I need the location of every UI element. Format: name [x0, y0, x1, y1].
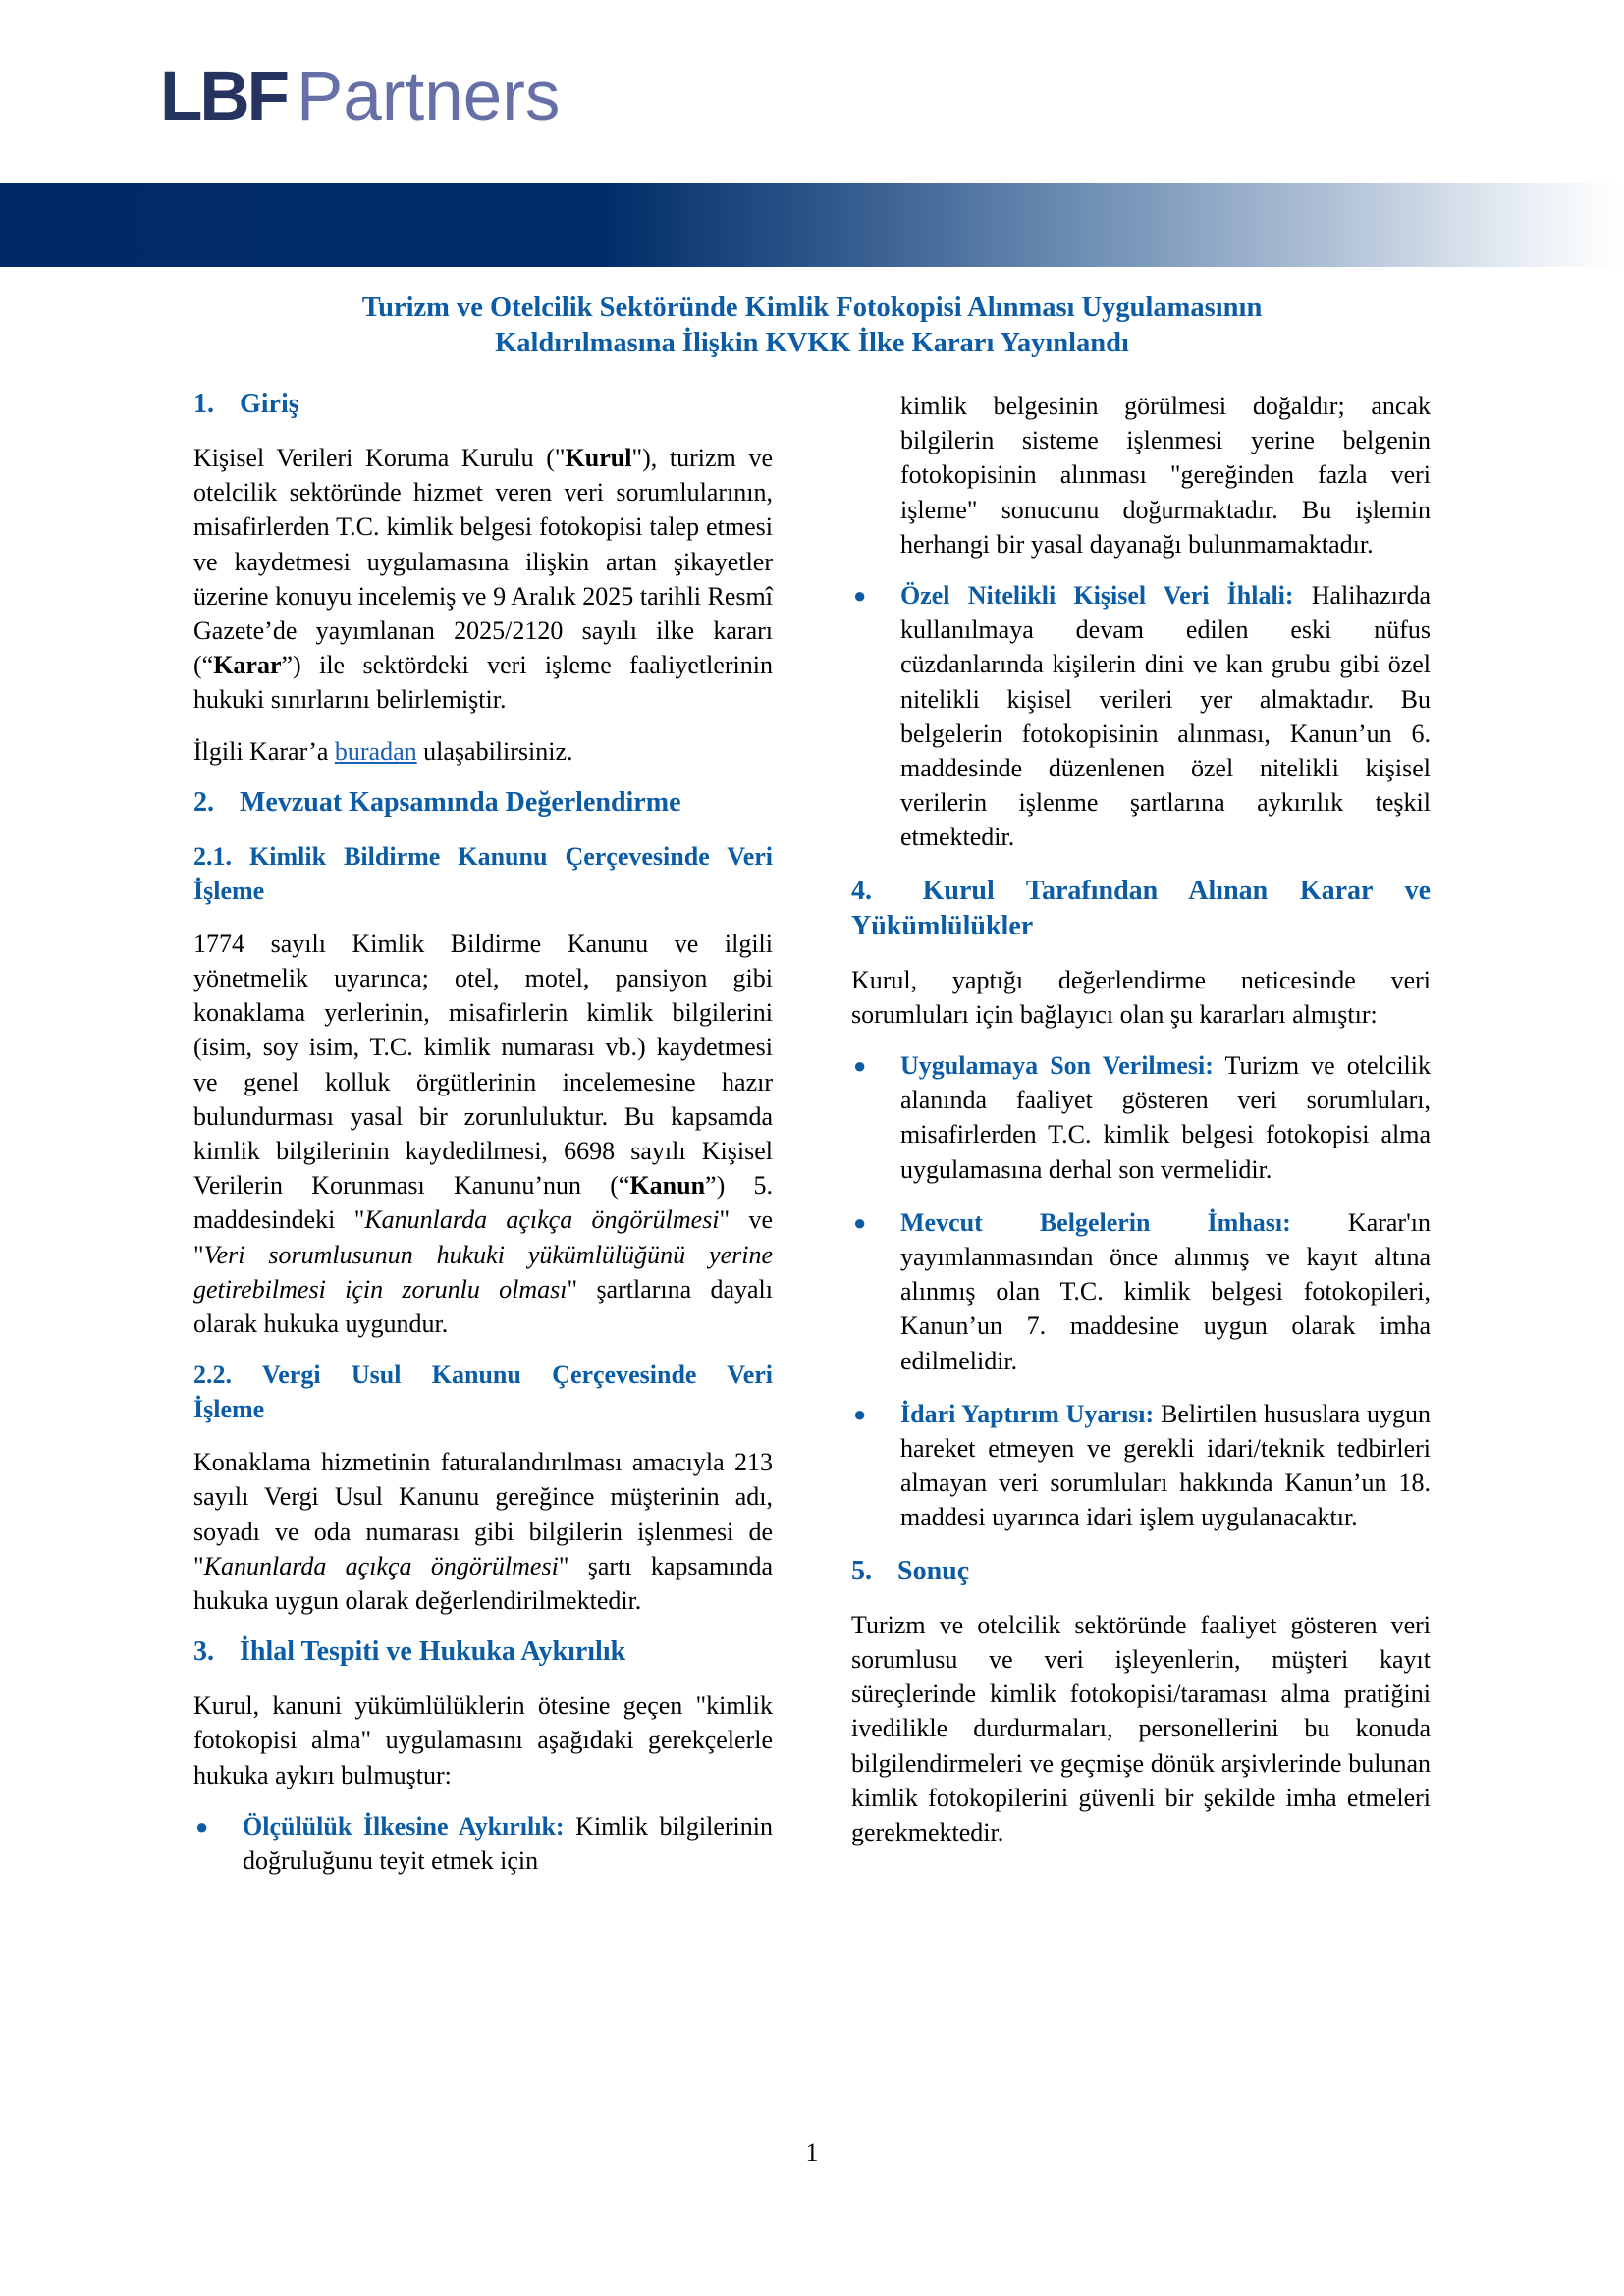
title-line-1: Turizm ve Otelcilik Sektöründe Kimlik Fotokopisi Alınması Uygulamasının	[361, 293, 1263, 323]
bullet-icon: ●	[195, 1813, 209, 1839]
section-4-intro: Kurul, yaptığı değerlendirme neticesinde veri sorumluları için bağlayıcı olan şu kararları almıştır:	[851, 965, 1431, 1029]
bullet-icon: ●	[853, 1209, 867, 1235]
list-item: ● Mevcut Belgelerin İmhası: Karar'ın yayımlanmasından önce alınmış ve kayıt altına alınmış olan T.C. kimlik belgesi fotokopileri, Kanun’un 7. maddesine uygun olarak imha edilmelidir.	[851, 1205, 1431, 1378]
logo-partners: Partners	[297, 58, 561, 135]
bullet-continuation: kimlik belgesinin görülmesi doğaldır; ancak bilgilerin sisteme işlenmesi yerine belgenin fotokopisinin alınması "gereğinden fazla veri işleme" sonucunu doğurmaktadır. Bu işlemin herhangi bir yasal dayanağı bulunmamaktadır.	[900, 392, 1431, 559]
section-5-heading: 5. Sonuç	[851, 1555, 970, 1586]
list-item: ● Ölçülülük İlkesine Aykırılık: Kimlik bilgilerinin doğruluğunu teyit etmek için	[193, 1809, 773, 1878]
section-2-2-paragraph: Konaklama hizmetinin faturalandırılması amacıyla 213 sayılı Vergi Usul Kanunu gereğince müşterinin adı, soyadı ve oda numarası gibi bilgilerin işlenmesi de "Kanunlarda açıkça öngörülmesi" şartı kapsamında hukuka uygun olarak değerlendirilmektedir.	[193, 1448, 773, 1616]
company-logo	[160, 57, 560, 135]
section-5-paragraph: Turizm ve otelcilik sektöründe faaliyet gösteren veri sorumlusu ve veri işleyenlerin, müşteri kayıt süreçlerinde kimlik fotokopisi/taraması alma pratiğini ivedilikle durdurmaları, personellerini bu konuda bilgilendirmeleri ve geçmişe dönük arşivlerinde bulunan kimlik fotokopilerini güvenli bir şekilde imha etmeleri gerekmektedir.	[851, 1610, 1431, 1846]
title-line-2: Kaldırılmasına İlişkin KVKK İlke Kararı Yayınlandı	[495, 328, 1129, 358]
bullet-icon: ●	[853, 1401, 867, 1426]
section-1-paragraph: Kişisel Verileri Koruma Kurulu ("Kurul"), turizm ve otelcilik sektöründe hizmet veren veri sorumlularının, misafirlerden T.C. kimlik belgesi fotokopisi talep etmesi ve kaydetmesi uygulamasına ilişkin artan şikayetler üzerine konuyu incelemiş ve 9 Aralık 2025 tarihli Resmî Gazete’de yayımlanan 2025/2120 sayılı ilke kararı (“Karar”) ile sektördeki veri işleme faaliyetlerinin hukuki sınırlarını belirlemiştir.	[193, 444, 773, 715]
section-2-1-paragraph: 1774 sayılı Kimlik Bildirme Kanunu ve ilgili yönetmelik uyarınca; otel, motel, pansiyon gibi konaklama yerlerinin, misafirlerin kimlik bilgilerini (isim, soy isim, T.C. kimlik numarası vb.) kaydetmesi ve genel kolluk örgütlerinin incelemesine hazır bulundurması yasal bir zorunluluktur. Bu kapsamda kimlik bilgilerinin kaydedilmesi, 6698 sayılı Kişisel Verilerin Korunması Kanunu’nun (“Kanun”) 5. maddesindeki "Kanunlarda açıkça öngörülmesi" ve "Veri sorumlusunun hukuki yükümlülüğünü yerine getirebilmesi için zorunlu olması" şartlarına dayalı olarak hukuka uygundur.	[193, 929, 774, 1339]
section-2-2-heading: 2.2. Vergi Usul Kanunu Çerçevesinde Veri İşleme	[193, 1361, 773, 1424]
right-column	[851, 389, 1431, 1866]
section-4-heading: 4. Kurul Tarafından Alınan Karar ve Yükümlülükler	[851, 875, 1432, 941]
section-2-1-heading: 2.1. Kimlik Bildirme Kanunu Çerçevesinde Veri İşleme	[193, 841, 773, 905]
document-title	[196, 291, 1428, 361]
section-3-bullets-continued	[851, 578, 1431, 855]
header-gradient-band	[0, 183, 1624, 267]
decision-link-paragraph: İlgili Karar’a buradan ulaşabilirsiniz.	[193, 736, 573, 766]
list-item: ● İdari Yaptırım Uyarısı: Belirtilen hususlara uygun hareket etmeyen ve gerekli idari/teknik tedbirleri almayan veri sorumluları hakkında Kanun’un 18. maddesi uyarınca idari işlem uygulanacaktır.	[851, 1397, 1431, 1535]
section-3-intro: Kurul, kanuni yükümlülüklerin ötesine geçen "kimlik fotokopisi alma" uygulamasını aşağıdaki gerekçelerle hukuka aykırı bulmuştur:	[193, 1691, 773, 1789]
list-item: ● Uygulamaya Son Verilmesi: Turizm ve otelcilik alanında faaliyet gösteren veri sorumluları, misafirlerden T.C. kimlik belgesi fotokopisi alma uygulamasına derhal son vermelidir.	[851, 1048, 1431, 1187]
list-item: ● Özel Nitelikli Kişisel Veri İhlali: Halihazırda kullanılmaya devam edilen eski nüfus cüzdanlarında kişilerin dini ve kan grubu gibi özel nitelikli kişisel verileri yer almaktadır. Bu belgelerin fotokopisinin alınması, Kanun’un 6. maddesinde düzenlenen özel nitelikli kişisel verilerin işlenme şartlarına aykırılık teşkil etmektedir.	[851, 578, 1431, 855]
bullet-icon: ●	[853, 1053, 867, 1079]
decision-link[interactable]: buradan	[334, 736, 417, 766]
left-column	[193, 387, 773, 1896]
section-2-heading: 2. Mevzuat Kapsamında Değerlendirme	[193, 786, 681, 818]
bullet-icon: ●	[853, 583, 867, 609]
section-3-bullets	[193, 1809, 773, 1878]
section-1-heading: 1. Giriş	[193, 389, 299, 419]
page-number: 1	[805, 2138, 819, 2166]
logo-lbf: LBF	[160, 58, 288, 135]
section-3-heading: 3. İhlal Tespiti ve Hukuka Aykırılık	[193, 1636, 626, 1668]
section-4-bullets	[851, 1048, 1431, 1535]
